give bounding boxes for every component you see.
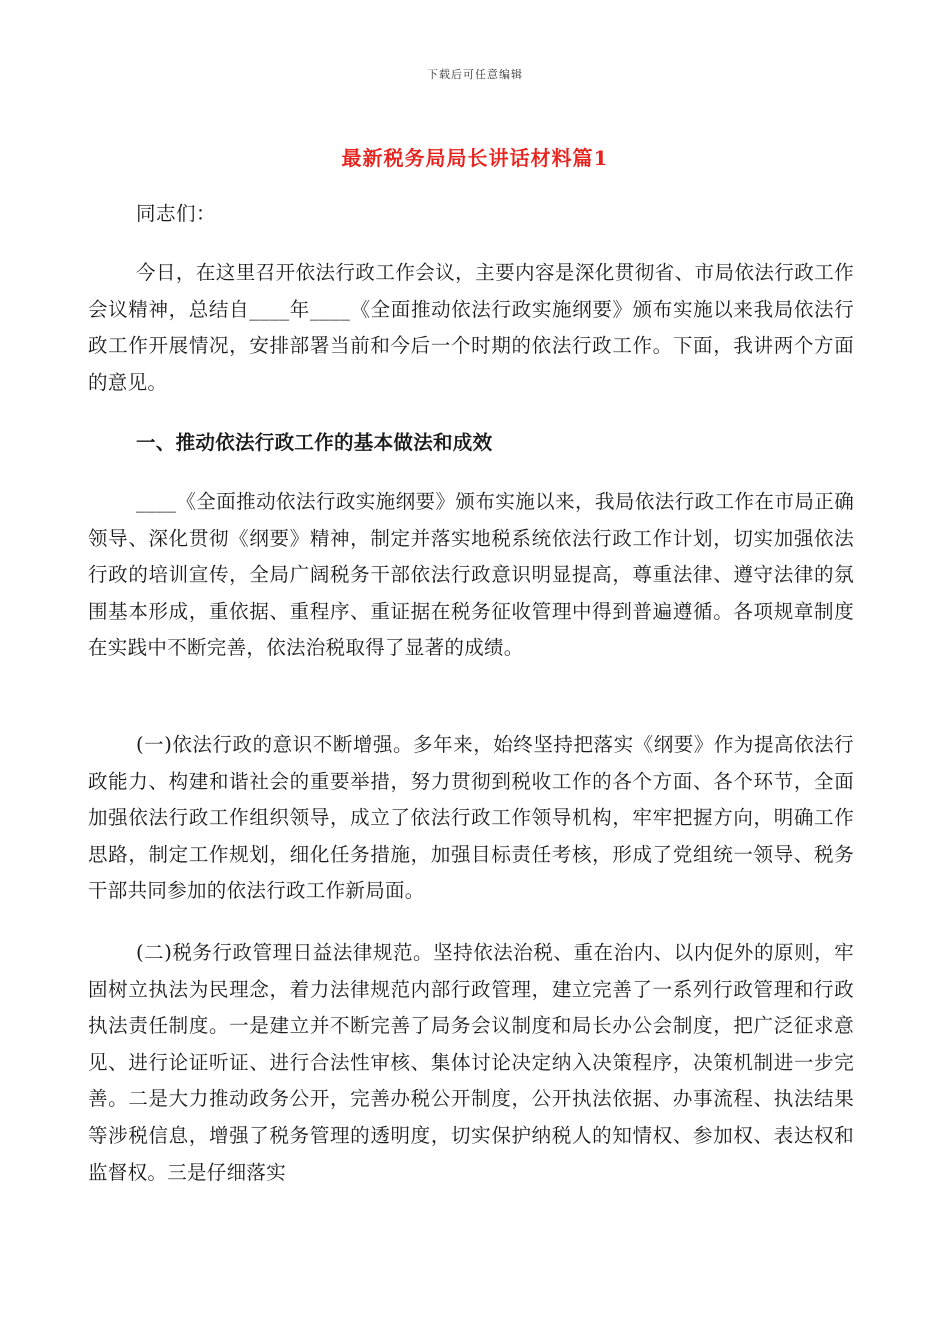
paragraph-intro: 今日，在这里召开依法行政工作会议，主要内容是深化贯彻省、市局依法行政工作会议精神，总结自____年____《全面推动依法行政实施纲要》颁布实施以来我局依法行政工作开展情况，安排部署当前和今后一个时期的依法行政工作。下面，我讲两个方面的意见。 [88,261,854,394]
paragraph-section-intro: ____《全面推动依法行政实施纲要》颁布实施以来，我局依法行政工作在市局正确领导、深化贯彻《纲要》精神，制定并落实地税系统依法行政工作计划，切实加强依法行政的培训宣传，全局广阔税务干部依法行政意识明显提高，尊重法律、遵守法律的氛围基本形成，重依据、重程序、重证据在税务征收管理中得到普遍遵循。各项规章制度在实践中不断完善，依法治税取得了显著的成绩。 [88,490,854,660]
salutation: 同志们： [136,202,217,225]
header-note: 下载后可任意编辑 [427,68,523,81]
paragraph-point-2: (二)税务行政管理日益法律规范。坚持依法治税、重在治内、以内促外的原则，牢固树立执法为民理念，着力法律规范内部行政管理，建立完善了一系列行政管理和行政执法责任制度。一是建立并不断完善了局务会议制度和局长办公会制度，把广泛征求意见、进行论证听证、进行合法性审核、集体讨论决定纳入决策程序，决策机制进一步完善。二是大力推动政务公开，完善办税公开制度，公开执法依据、办事流程、执法结果等涉税信息，增强了税务管理的透明度，切实保护纳税人的知情权、参加权、表达权和监督权。三是仔细落实 [88,941,854,1184]
document-title: 最新税务局局长讲话材料篇1 [341,146,609,170]
section-heading: 一、推动依法行政工作的基本做法和成效 [136,431,493,454]
paragraph-point-1: (一)依法行政的意识不断增强。多年来，始终坚持把落实《纲要》作为提高依法行政能力、构建和谐社会的重要举措，努力贯彻到税收工作的各个方面、各个环节，全面加强依法行政工作组织领导，成立了依法行政工作领导机构，牢牢把握方向，明确工作思路，制定工作规划，细化任务措施，加强目标责任考核，形成了党组统一领导、税务干部共同参加的依法行政工作新局面。 [88,733,854,903]
